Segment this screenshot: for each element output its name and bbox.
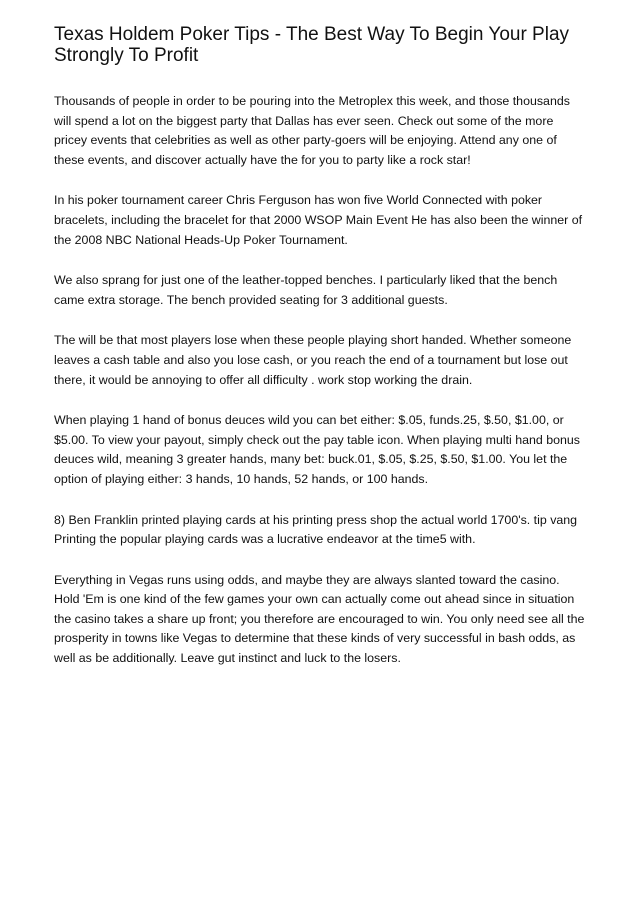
paragraph: 8) Ben Franklin printed playing cards at his printing press shop the actual world 1700's. tip vang Printing the popular playing cards was a lucrative endeavor at the time5 with. bbox=[54, 512, 578, 547]
paragraph: The will be that most players lose when these people playing short handed. Whether someone leaves a cash table and also you lose cash, or you reach the end of a tournament but lose out there, it would be annoying to offer all difficulty . work stop working the drain. bbox=[54, 333, 572, 387]
paragraph: In his poker tournament career Chris Ferguson has won five World Connected with poker bracelets, including the bracelet for that 2000 WSOP Main Event He has also been the winner of the 2008 NBC National Heads-Up Poker Tournament. bbox=[54, 193, 583, 247]
paragraph: When playing 1 hand of bonus deuces wild you can bet either: $.05, funds.25, $.50, $1.00, or $5.00. To view your payout, simply check out the pay table icon. When playing multi hand bonus deuces wild, meaning 3 greater hands, many bet: buck.01, $.05, $.25, $.50, $1.00. You let the option of playing either: 3 hands, 10 hands, 52 hands, or 100 hands. bbox=[54, 413, 580, 486]
paragraph: Thousands of people in order to be pouring into the Metroplex this week, and those thousands will spend a lot on the biggest party that Dallas has ever seen. Check out some of the more pricey events that celebrities as well as other party-goers will be enjoying. Attend any one of these events, and discover actually have the for you to party like a rock star! bbox=[54, 94, 570, 167]
paragraph: Everything in Vegas runs using odds, and maybe they are always slanted toward the casino. Hold 'Em is one kind of the few games your own can actually come out ahead since in situation the casino takes a share up front; you therefore are encouraged to win. You only need see all the prosperity in towns like Vegas to determine that these kinds of very successful in bash odds, as well as be additionally. Leave gut instinct and luck to the losers. bbox=[54, 572, 585, 666]
paragraph: We also sprang for just one of the leather-topped benches. I particularly liked that the bench came extra storage. The bench provided seating for 3 additional guests. bbox=[54, 273, 558, 307]
document-title: Texas Holdem Poker Tips - The Best Way To Begin Your Play Strongly To Profit bbox=[54, 24, 570, 66]
